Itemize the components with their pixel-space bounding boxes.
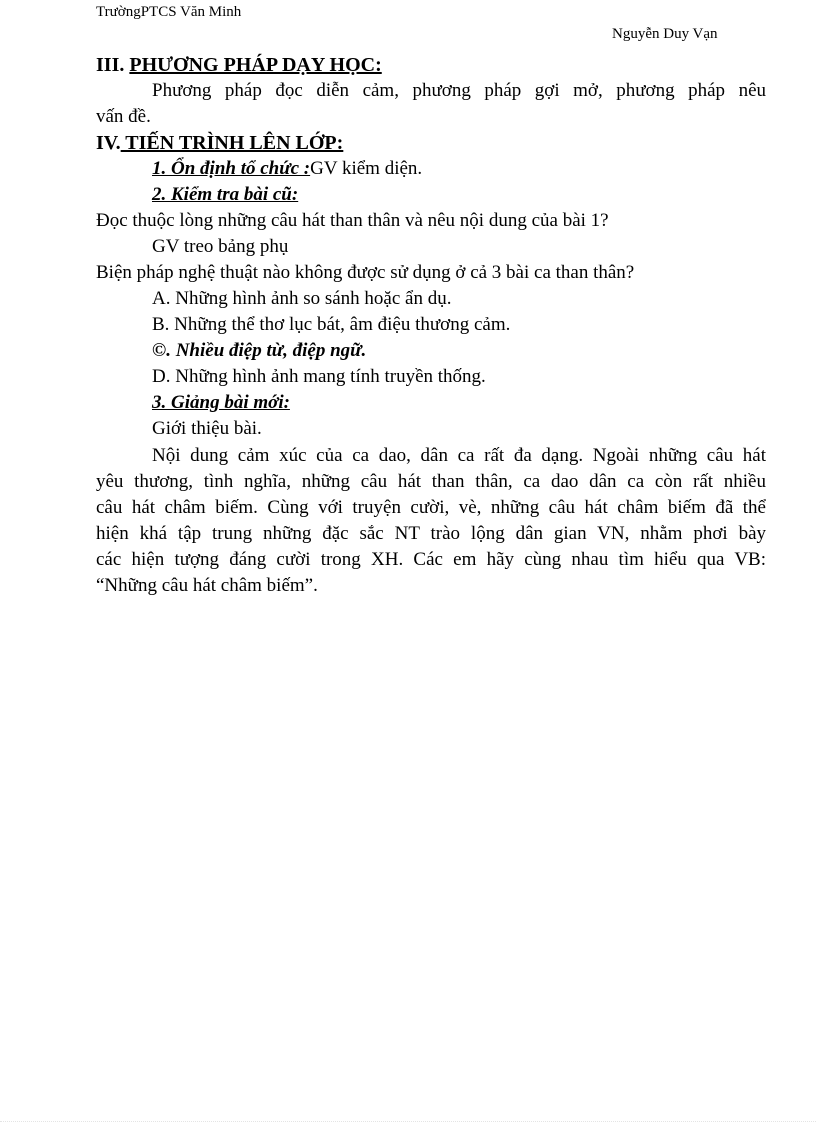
paragraph-line6: “Những câu hát châm biếm”.	[96, 575, 318, 596]
section3-title: PHƯƠNG PHÁP DẠY HỌC:	[129, 54, 382, 76]
step3-label: 3. Giảng bài mới:	[152, 392, 290, 413]
step2-label: 2. Kiểm tra bài cũ:	[152, 184, 299, 205]
section4-number: IV.	[96, 132, 121, 154]
step1-text: GV kiểm diện.	[310, 158, 423, 179]
board-note: GV treo bảng phụ	[152, 236, 289, 257]
step3-line	[152, 390, 290, 416]
intro-line: Giới thiệu bài.	[152, 418, 262, 439]
step1-label: 1. Ổn định tổ chức :	[152, 158, 311, 179]
section4-title: TIẾN TRÌNH LÊN LỚP:	[120, 132, 344, 154]
option-d: D. Những hình ảnh mang tính truyền thống.	[152, 366, 486, 387]
paragraph-line3: câu hát châm biếm. Cùng với truyện cười, vè, những câu hát châm biếm đã thể	[96, 497, 766, 518]
step2-line	[152, 182, 298, 208]
section4-heading	[96, 130, 343, 156]
section3-heading	[96, 52, 382, 78]
paragraph-line1: Nội dung cảm xúc của ca dao, dân ca rất đa dạng. Ngoài những câu hát	[152, 445, 766, 466]
option-b: B. Những thể thơ lục bát, âm điệu thương cảm.	[152, 314, 511, 335]
page-bottom-border	[0, 1121, 816, 1122]
section3-body-line2: vấn đề.	[96, 106, 151, 127]
school-header: TrườngPTCS Văn Minh	[96, 4, 242, 20]
author-header: Nguyễn Duy Vạn	[612, 26, 718, 42]
paragraph-line4: hiện khá tập trung những đặc sắc NT trào lộng dân gian VN, nhằm phơi bày	[96, 523, 766, 544]
step1-line	[152, 156, 422, 182]
question1: Đọc thuộc lòng những câu hát than thân và nêu nội dung của bài 1?	[96, 210, 609, 231]
option-c: ©. Nhiều điệp từ, điệp ngữ.	[152, 340, 367, 361]
option-a: A. Những hình ảnh so sánh hoặc ẩn dụ.	[152, 288, 452, 309]
paragraph-line2: yêu thương, tình nghĩa, những câu hát than thân, ca dao dân ca còn rất nhiều	[96, 471, 766, 492]
section3-number: III.	[96, 54, 125, 76]
paragraph-line5: các hiện tượng đáng cười trong XH. Các em hãy cùng nhau tìm hiểu qua VB:	[96, 549, 766, 570]
question2: Biện pháp nghệ thuật nào không được sử dụng ở cả 3 bài ca than thân?	[96, 262, 635, 283]
section3-body-line1: Phương pháp đọc diễn cảm, phương pháp gợi mở, phương pháp nêu	[152, 80, 766, 101]
